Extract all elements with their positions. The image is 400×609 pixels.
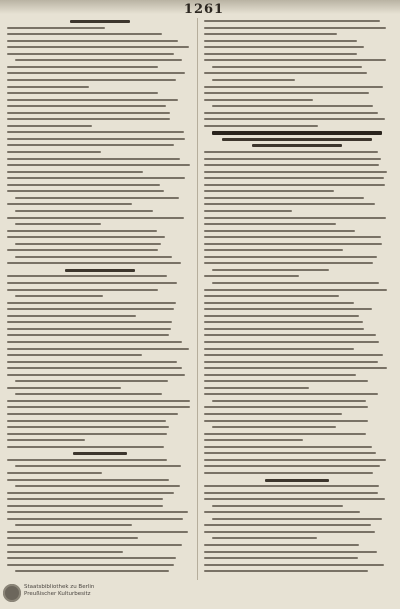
text-line-mark	[204, 53, 357, 55]
text-line-mark	[7, 92, 158, 94]
text-line-mark	[212, 400, 366, 402]
text-line-mark	[204, 92, 369, 94]
text-line-mark	[7, 564, 174, 566]
text-line-mark	[7, 472, 102, 474]
text-line-mark	[204, 465, 380, 467]
text-line-mark	[204, 99, 313, 101]
text-line-mark	[204, 164, 379, 166]
text-line-mark	[204, 446, 372, 448]
text-line-mark	[204, 406, 368, 408]
text-line-mark	[204, 557, 358, 559]
text-line-mark	[15, 524, 132, 526]
text-line-mark	[212, 426, 336, 428]
text-line-mark	[7, 334, 169, 336]
text-line-mark	[7, 400, 190, 402]
text-line-mark	[204, 249, 343, 251]
text-line-mark	[204, 308, 372, 310]
text-line-mark	[7, 99, 178, 101]
text-line-mark	[204, 570, 368, 572]
text-line-mark	[7, 544, 182, 546]
text-line-mark	[212, 518, 382, 520]
text-line-mark	[204, 328, 364, 330]
text-line-mark	[204, 393, 378, 395]
section-header-mark	[70, 20, 130, 23]
text-line-mark	[204, 243, 382, 245]
page-number: 1261	[183, 2, 225, 17]
text-line-mark	[204, 295, 339, 297]
text-line-mark	[204, 197, 364, 199]
text-line-mark	[7, 275, 167, 277]
watermark-line-2: Preußischer Kulturbesitz	[24, 591, 91, 597]
text-line-mark	[204, 223, 336, 225]
text-line-mark	[212, 79, 295, 81]
text-line-mark	[204, 452, 376, 454]
text-line-mark	[7, 184, 160, 186]
text-line-mark	[7, 492, 174, 494]
text-line-mark	[204, 190, 334, 192]
text-line-mark	[7, 302, 176, 304]
text-line-mark	[7, 40, 178, 42]
text-line-mark	[15, 256, 172, 258]
text-line-mark	[204, 564, 384, 566]
text-line-mark	[15, 570, 169, 572]
text-line-mark	[7, 459, 167, 461]
library-seal-icon	[3, 584, 21, 602]
text-line-mark	[7, 79, 176, 81]
text-line-mark	[15, 485, 180, 487]
text-line-mark	[204, 511, 360, 513]
text-line-mark	[204, 236, 381, 238]
text-line-mark	[7, 164, 190, 166]
text-line-mark	[7, 511, 188, 513]
text-line-mark	[7, 367, 182, 369]
text-line-mark	[204, 361, 378, 363]
text-line-mark	[7, 217, 184, 219]
text-line-mark	[7, 557, 176, 559]
left-column	[7, 18, 193, 580]
section-header-mark	[222, 138, 372, 141]
text-line-mark	[204, 59, 386, 61]
right-column	[204, 18, 390, 580]
text-line-mark	[7, 72, 185, 74]
text-line-mark	[212, 269, 329, 271]
text-line-mark	[7, 505, 163, 507]
text-line-mark	[204, 230, 355, 232]
text-line-mark	[204, 492, 378, 494]
text-line-mark	[7, 144, 174, 146]
text-line-mark	[204, 262, 373, 264]
text-line-mark	[212, 105, 373, 107]
section-header-mark	[65, 269, 135, 272]
text-line-mark	[204, 498, 385, 500]
text-line-mark	[204, 46, 364, 48]
text-line-mark	[204, 177, 384, 179]
text-line-mark	[7, 203, 132, 205]
text-line-mark	[15, 223, 101, 225]
text-line-mark	[204, 485, 379, 487]
text-line-mark	[15, 197, 179, 199]
text-line-mark	[204, 472, 373, 474]
text-line-mark	[7, 118, 170, 120]
text-line-mark	[15, 295, 103, 297]
text-line-mark	[204, 112, 378, 114]
text-line-mark	[204, 380, 368, 382]
text-line-mark	[204, 171, 387, 173]
text-line-mark	[7, 86, 89, 88]
text-line-mark	[7, 361, 177, 363]
text-line-mark	[204, 20, 380, 22]
text-line-mark	[7, 158, 180, 160]
text-line-mark	[7, 282, 177, 284]
text-line-mark	[7, 439, 85, 441]
text-line-mark	[15, 393, 162, 395]
text-line-mark	[7, 413, 178, 415]
text-line-mark	[7, 328, 171, 330]
text-line-mark	[7, 426, 169, 428]
text-line-mark	[7, 46, 189, 48]
text-line-mark	[7, 537, 138, 539]
library-watermark	[24, 584, 204, 598]
text-line-mark	[212, 66, 362, 68]
text-line-mark	[7, 125, 92, 127]
text-line-mark	[7, 374, 185, 376]
text-line-mark	[204, 387, 309, 389]
text-line-mark	[7, 420, 166, 422]
section-header-mark	[265, 479, 329, 482]
text-line-mark	[204, 544, 359, 546]
text-line-mark	[7, 308, 174, 310]
text-line-mark	[204, 321, 363, 323]
text-line-mark	[204, 367, 387, 369]
text-line-mark	[7, 531, 188, 533]
watermark-line-1: Staatsbibliothek zu Berlin	[24, 584, 95, 590]
text-line-mark	[212, 537, 317, 539]
text-line-mark	[204, 551, 377, 553]
text-line-mark	[212, 505, 343, 507]
text-line-mark	[204, 256, 377, 258]
text-line-mark	[7, 53, 174, 55]
text-line-mark	[7, 518, 183, 520]
text-line-mark	[204, 334, 376, 336]
text-line-mark	[7, 348, 189, 350]
text-line-mark	[7, 341, 182, 343]
text-line-mark	[7, 387, 121, 389]
text-line-mark	[7, 66, 158, 68]
text-line-mark	[204, 33, 337, 35]
text-line-mark	[7, 446, 164, 448]
text-line-mark	[7, 190, 164, 192]
text-line-mark	[15, 465, 181, 467]
text-line-mark	[15, 380, 168, 382]
text-line-mark	[7, 551, 123, 553]
section-header-mark	[73, 452, 127, 455]
text-line-mark	[204, 203, 375, 205]
text-line-mark	[204, 348, 354, 350]
text-line-mark	[7, 354, 142, 356]
text-line-mark	[204, 302, 354, 304]
text-line-mark	[204, 72, 367, 74]
text-line-mark	[204, 275, 299, 277]
text-line-mark	[204, 341, 379, 343]
text-line-mark	[7, 433, 167, 435]
text-line-mark	[204, 374, 356, 376]
text-line-mark	[7, 27, 105, 29]
text-line-mark	[7, 479, 169, 481]
column-divider	[197, 18, 198, 580]
text-line-mark	[7, 321, 172, 323]
text-line-mark	[204, 86, 383, 88]
text-line-mark	[204, 27, 386, 29]
text-line-mark	[7, 33, 162, 35]
text-line-mark	[204, 531, 375, 533]
text-line-mark	[7, 498, 163, 500]
text-line-mark	[204, 289, 387, 291]
text-line-mark	[204, 433, 366, 435]
text-line-mark	[204, 125, 318, 127]
text-line-mark	[204, 217, 386, 219]
text-line-mark	[7, 315, 136, 317]
text-line-mark	[7, 105, 166, 107]
text-line-mark	[7, 177, 185, 179]
text-line-mark	[7, 138, 185, 140]
text-line-mark	[7, 151, 101, 153]
text-line-mark	[15, 210, 153, 212]
text-line-mark	[7, 249, 158, 251]
text-line-mark	[204, 439, 303, 441]
text-line-mark	[204, 158, 381, 160]
text-line-mark	[7, 112, 170, 114]
text-line-mark	[7, 289, 158, 291]
text-line-mark	[212, 282, 379, 284]
text-line-mark	[204, 184, 385, 186]
text-line-mark	[7, 230, 157, 232]
text-line-mark	[204, 210, 292, 212]
text-line-mark	[15, 59, 182, 61]
text-line-mark	[204, 420, 368, 422]
section-header-mark	[212, 131, 382, 135]
text-line-mark	[204, 118, 385, 120]
text-line-mark	[204, 40, 357, 42]
text-line-mark	[204, 151, 378, 153]
text-line-mark	[204, 413, 342, 415]
text-line-mark	[7, 131, 184, 133]
text-line-mark	[204, 524, 371, 526]
text-line-mark	[7, 236, 165, 238]
text-line-mark	[204, 354, 383, 356]
text-line-mark	[15, 243, 161, 245]
text-line-mark	[7, 406, 190, 408]
section-header-mark	[252, 144, 342, 147]
text-line-mark	[7, 171, 143, 173]
text-line-mark	[7, 262, 181, 264]
text-line-mark	[204, 315, 359, 317]
text-line-mark	[204, 459, 386, 461]
